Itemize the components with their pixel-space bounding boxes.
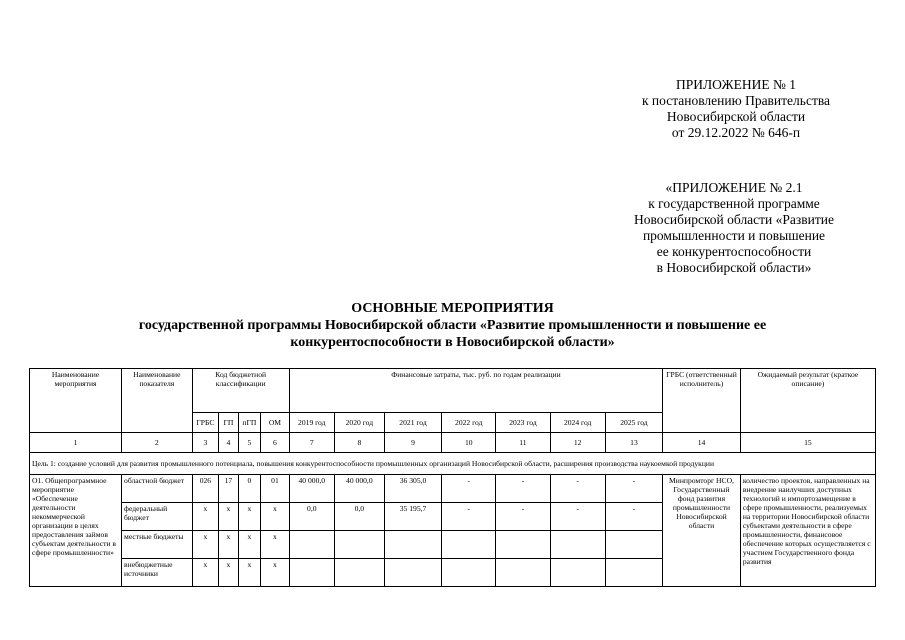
column-number: 10 [442,433,496,453]
column-number: 11 [496,433,550,453]
indicator-cell: местные бюджеты [122,531,193,559]
year-2020-cell: 40 000,0 [334,475,384,503]
code-pgp-cell: х [238,559,261,587]
col-grbs: ГРБС (ответственный исполнитель) [663,369,741,433]
year-2023-cell [496,531,550,559]
table-row [30,475,876,503]
year-2019-cell: 40 000,0 [289,475,334,503]
year-2021-cell [384,559,441,587]
year-2025-cell [605,531,662,559]
column-number: 4 [219,433,238,453]
year-2020-cell [334,559,384,587]
year-2020-cell [334,531,384,559]
year-2023-cell: - [496,503,550,531]
col-code-gp: ГП [219,413,238,433]
annex-1-line: к постановлению Правительства [641,93,831,108]
code-gp-cell: х [219,531,238,559]
events-table [29,368,876,587]
code-pgp-cell: 0 [238,475,261,503]
year-2022-cell [442,531,496,559]
col-code-grbs: ГРБС [192,413,219,433]
title-line-3: конкурентоспособности в Новосибирской области» [290,335,615,350]
column-number: 14 [663,433,741,453]
code-gp-cell: х [219,503,238,531]
col-year: 2019 год [289,413,334,433]
annex-1-line: ПРИЛОЖЕНИЕ № 1 [675,77,797,92]
year-2020-cell: 0,0 [334,503,384,531]
code-grbs-cell: х [192,531,219,559]
grbs-executor-cell: Минпромторг НСО, Государственный фонд развития промышленности Новосибирской области [663,475,741,587]
year-2019-cell [289,531,334,559]
code-grbs-cell: х [192,559,219,587]
annex-2-1-block [596,180,872,276]
annex-1-block [600,77,872,141]
column-number: 15 [740,433,875,453]
year-2024-cell [550,531,605,559]
column-number: 12 [550,433,605,453]
column-number: 5 [238,433,261,453]
col-code-pgp: пГП [238,413,261,433]
year-2022-cell: - [442,503,496,531]
col-year: 2023 год [496,413,550,433]
annex-2-1-line: в Новосибирской области» [656,260,812,275]
expected-result-cell: количество проектов, направленных на внедрение наилучших доступных технологий и импортозамещение в сфере промышленности, реализуемых на территории Новосибирской области субъектами деятельности в сфере промышленности, финансовое обеспечение которых осуществляется с участием Государственного фонда развития [740,475,875,587]
col-year: 2024 год [550,413,605,433]
column-number: 3 [192,433,219,453]
annex-1-line: от 29.12.2022 № 646-п [671,125,801,140]
col-year: 2021 год [384,413,441,433]
year-2023-cell: - [496,475,550,503]
column-number: 8 [334,433,384,453]
year-2021-cell: 35 195,7 [384,503,441,531]
year-2025-cell: - [605,475,662,503]
year-2025-cell [605,559,662,587]
code-om-cell: 01 [261,475,290,503]
annex-2-1-line: к государственной программе [648,196,820,211]
annex-2-1-line: ее конкурентоспособности [656,244,812,259]
code-gp-cell: х [219,559,238,587]
year-2023-cell [496,559,550,587]
goal-row [30,453,876,475]
col-year: 2025 год [605,413,662,433]
code-om-cell: х [261,503,290,531]
year-2019-cell: 0,0 [289,503,334,531]
indicator-cell: внебюджетные источники [122,559,193,587]
code-om-cell: х [261,531,290,559]
column-number: 13 [605,433,662,453]
col-finance: Финансовые затраты, тыс. руб. по годам реализации [289,369,662,413]
col-year: 2022 год [442,413,496,433]
annex-2-1-line: промышленности и повышение [642,228,826,243]
annex-2-1-line: Новосибирской области «Развитие [634,212,834,227]
code-pgp-cell: х [238,503,261,531]
title-main: ОСНОВНЫЕ МЕРОПРИЯТИЯ [351,301,554,316]
col-event-name: Наименование мероприятия [30,369,122,433]
title-line-2: государственной программы Новосибирской области «Развитие промышленности и повышение ее [138,318,767,333]
goal-text: Цель 1: создание условий для развития промышленного потенциала, повышения конкурентоспособности промышленных организаций Новосибирской области, расширения производства наукоемкой продукции [30,453,876,475]
col-budget-code: Код бюджетной классификации [192,369,289,413]
header-row-1 [30,369,876,413]
year-2024-cell: - [550,475,605,503]
annex-1-line: Новосибирской области [666,109,806,124]
year-2021-cell: 36 305,0 [384,475,441,503]
col-code-om: ОМ [261,413,290,433]
year-2022-cell [442,559,496,587]
year-2025-cell: - [605,503,662,531]
code-grbs-cell: 026 [192,475,219,503]
code-grbs-cell: х [192,503,219,531]
column-number: 2 [122,433,193,453]
year-2019-cell [289,559,334,587]
column-number: 9 [384,433,441,453]
year-2022-cell: - [442,475,496,503]
col-expected: Ожидаемый результат (краткое описание) [740,369,875,433]
indicator-cell: федеральный бюджет [122,503,193,531]
column-number: 1 [30,433,122,453]
document-title [30,300,875,351]
code-pgp-cell: х [238,531,261,559]
year-2024-cell [550,559,605,587]
indicator-cell: областной бюджет [122,475,193,503]
event-name-cell: О1. Общепрограммное мероприятие «Обеспечение деятельности некоммерческой организации в целях предоставления займов субъектам деятельности в сфере промышленности» [30,475,122,587]
code-gp-cell: 17 [219,475,238,503]
column-numbers-row [30,433,876,453]
annex-2-1-line: «ПРИЛОЖЕНИЕ № 2.1 [665,180,803,195]
code-om-cell: х [261,559,290,587]
column-number: 6 [261,433,290,453]
col-indicator-name: Наименование показателя [122,369,193,433]
year-2021-cell [384,531,441,559]
year-2024-cell: - [550,503,605,531]
col-year: 2020 год [334,413,384,433]
column-number: 7 [289,433,334,453]
